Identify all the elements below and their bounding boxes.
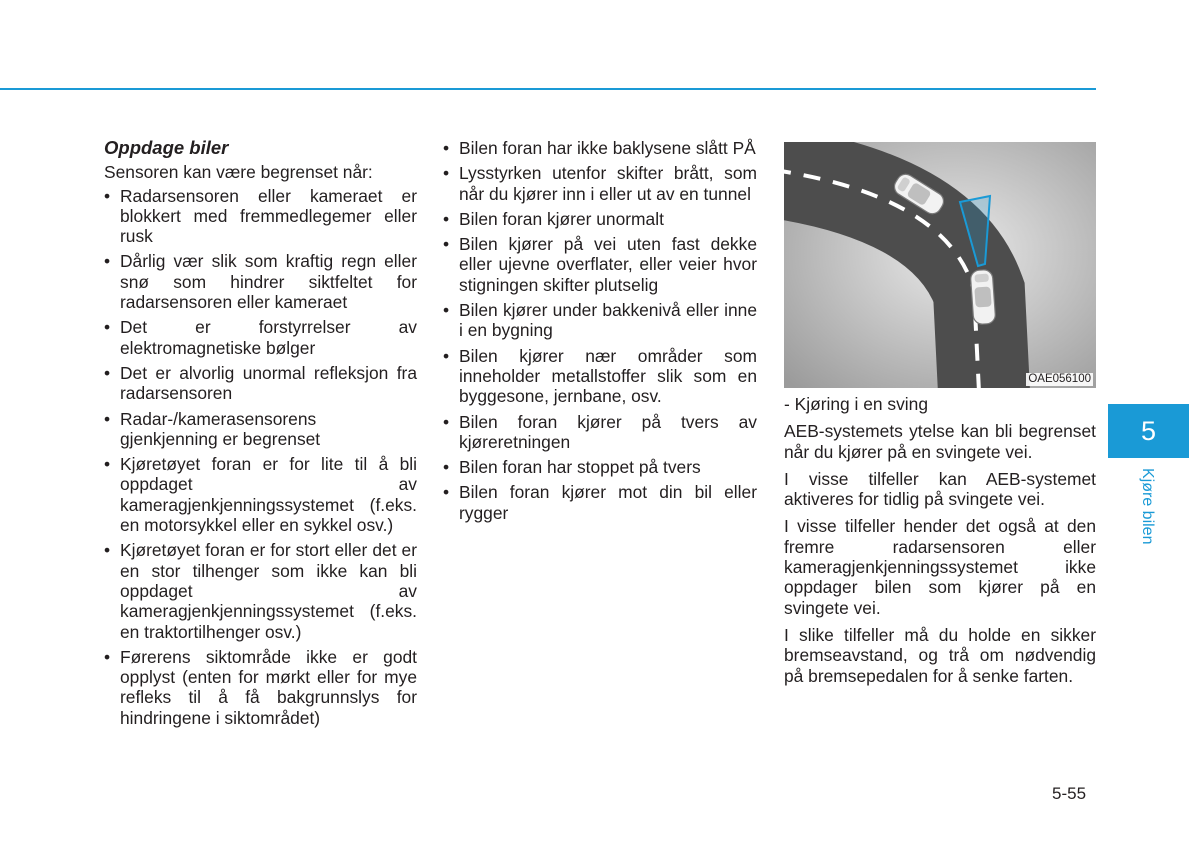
intro-text: Sensoren kan være begrenset når: — [104, 162, 373, 183]
bullet-dot: • — [443, 482, 450, 503]
bullet-dot: • — [443, 457, 450, 478]
list-item: • Bilen foran kjører unormalt — [443, 208, 664, 229]
curve-illustration — [784, 142, 1096, 388]
own-car — [970, 269, 996, 324]
paragraph: I visse tilfeller hender det også at den fremre radarsensoren eller kameragjenkjenningssystemet ikke oppdager bilen som kjører på en svingete vei. — [784, 516, 1096, 618]
column-2 — [443, 138, 757, 528]
bullet-dot: • — [104, 540, 111, 561]
column-3 — [784, 138, 1096, 693]
paragraph: I slike tilfeller må du holde en sikker bremseavstand, og trå om nødvendig på bremsepedalen for å senke farten. — [784, 624, 1096, 686]
page-number: 5-55 — [1052, 784, 1087, 803]
bullet-dot: • — [104, 317, 111, 338]
bullet-dot: • — [443, 163, 450, 184]
bullet-dot: • — [104, 646, 111, 667]
bullet-dot: • — [443, 411, 450, 432]
chapter-number: 5 — [1140, 415, 1157, 446]
paragraph: AEB-systemets ytelse kan bli begrenset når du kjører på en svingete vei. — [784, 421, 1096, 462]
list-item: • Radar-/kamerasensorens gjenkjenning er begrenset — [104, 408, 321, 449]
list-item: • Kjøretøyet foran er for stort eller det er en stor tilhenger som ikke kan bli oppdaget av kameragjenkjenningssystemet (f.eks. en traktortilhenger osv.) — [104, 540, 417, 642]
chapter-title: Kjøre bilen — [1139, 468, 1156, 545]
list-item: • Det er forstyrrelser av elektromagnetiske bølger — [104, 317, 417, 358]
bullet-dot: • — [104, 185, 111, 206]
bullet-dot: • — [443, 300, 450, 321]
list-item: • Lysstyrken utenfor skifter brått, som når du kjører inn i eller ut av en tunnel — [443, 163, 757, 204]
bullet-dot: • — [104, 454, 111, 475]
list-item: • Kjøretøyet foran er for lite til å bli oppdaget av kameragjenkjenningssystemet (f.eks. en motorsykkel eller en sykkel osv.) — [104, 454, 417, 536]
list-item: • Bilen foran kjører mot din bil eller rygger — [443, 482, 757, 523]
bullet-dot: • — [443, 234, 450, 255]
chapter-tab — [1108, 404, 1189, 458]
list-item: • Bilen kjører på vei uten fast dekke eller ujevne overflater, eller veier hvor stigningen skifter plutselig — [443, 234, 757, 295]
bullet-list-1 — [104, 186, 417, 728]
list-item: • Førerens siktområde ikke er godt opplyst (enten for mørkt eller for mye refleks til å få bakgrunnslys for hindringene i siktområdet) — [104, 646, 417, 728]
header-rule — [0, 88, 1096, 90]
bullet-dot: • — [104, 408, 111, 429]
column-1 — [104, 138, 417, 733]
bullet-dot: • — [104, 362, 111, 383]
curved-road-drawing — [784, 142, 1096, 388]
figure-code: OAE056100 — [1028, 373, 1091, 385]
list-item: • Bilen kjører nær områder som inneholder metallstoffer slik som en byggesone, jernbane, osv. — [443, 345, 757, 407]
bullet-dot: • — [104, 251, 111, 272]
bullet-list-2 — [443, 138, 757, 523]
paragraph: I visse tilfeller kan AEB-systemet aktiveres for tidlig på svingete vei. — [784, 468, 1096, 510]
list-item: • Radarsensoren eller kameraet er blokkert med fremmedlegemer eller rusk — [104, 185, 417, 247]
figure-caption: - Kjøring i en sving — [784, 394, 929, 414]
section-heading: Oppdage biler — [104, 137, 229, 158]
list-item: • Bilen foran har stoppet på tvers — [443, 457, 701, 478]
list-item: • Det er alvorlig unormal refleksjon fra radarsensoren — [104, 362, 417, 404]
list-item: • Dårlig vær slik som kraftig regn eller snø som hindrer siktfeltet for radarsensoren eller kameraet — [104, 251, 417, 313]
list-item: • Bilen kjører under bakkenivå eller inne i en bygning — [443, 300, 757, 341]
list-item: • Bilen foran kjører på tvers av kjøreretningen — [443, 411, 757, 452]
bullet-dot: • — [443, 345, 450, 366]
bullet-dot: • — [443, 138, 450, 158]
list-item: • Bilen foran har ikke baklysene slått PÅ — [443, 138, 756, 158]
bullet-dot: • — [443, 208, 450, 229]
